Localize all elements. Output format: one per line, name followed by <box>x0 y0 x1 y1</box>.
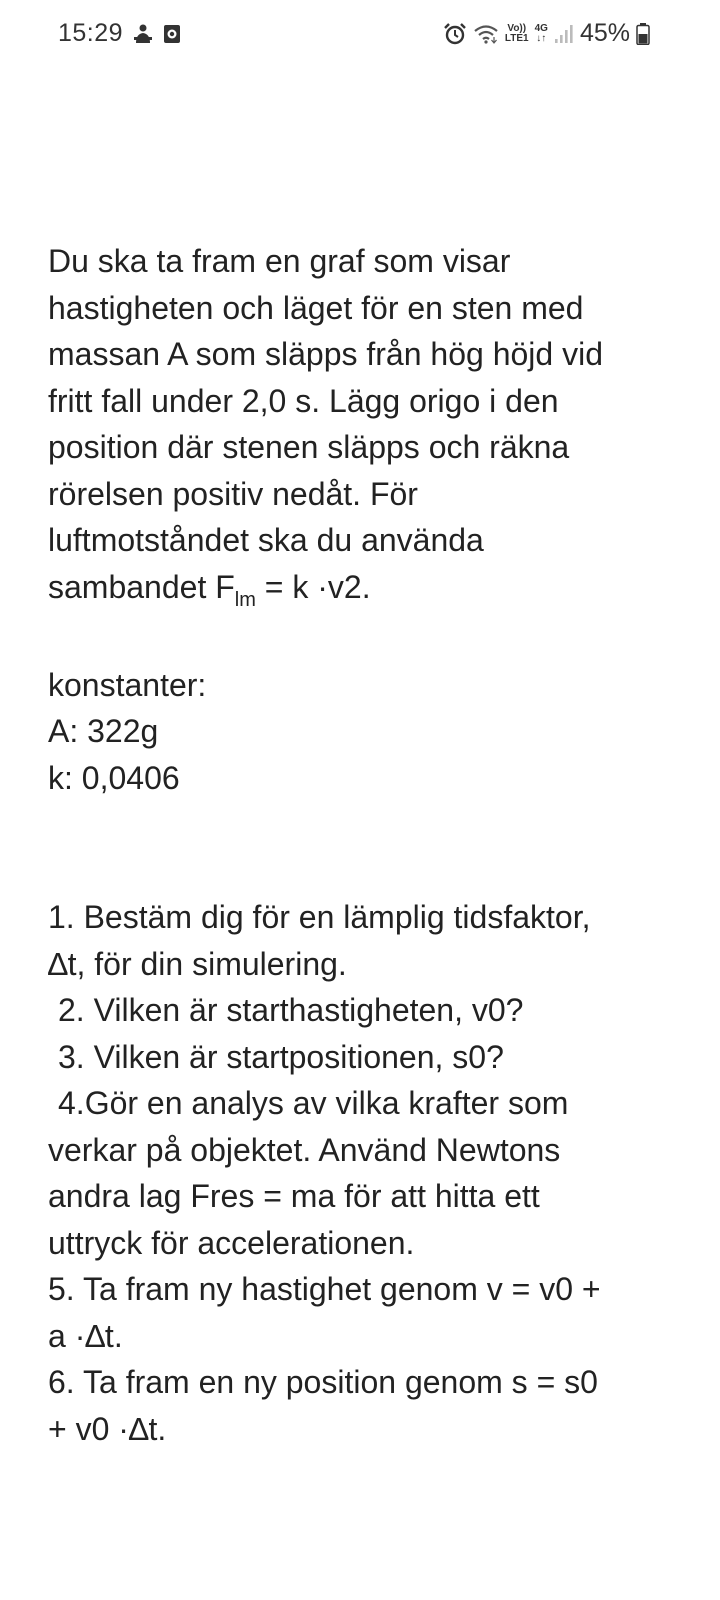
step-line: 2. Vilken är starthastigheten, v0? <box>58 992 524 1028</box>
step-line: ∆t, för din simulering. <box>48 945 347 982</box>
step-line: andra lag Fres = ma för att hitta ett <box>48 1178 540 1214</box>
intro-line: hastigheten och läget för en sten med <box>48 289 584 326</box>
intro-line: position där stenen släpps och räkna <box>48 429 570 465</box>
constants-block <box>48 662 678 802</box>
constant-k: k: 0,0406 <box>48 759 180 796</box>
step-line: 6. Ta fram en ny position genom s = s0 <box>48 1364 598 1400</box>
step-line: 1. Bestäm dig för en lämplig tidsfaktor, <box>48 899 591 935</box>
constant-mass: A: 322g <box>48 713 159 749</box>
lte-label: LTE1 <box>504 32 529 44</box>
status-time: 15:29 <box>58 19 124 47</box>
mobile-data-icon: 4G ↓↑ <box>534 22 548 44</box>
formula-suffix: = k ·v2. <box>255 568 371 605</box>
constants-heading: konstanter: <box>48 666 207 703</box>
step-line: + v0 ·∆t. <box>48 1410 167 1447</box>
formula-line <box>48 564 678 616</box>
step-line: a ·∆t. <box>48 1317 123 1354</box>
signal-icon <box>554 24 574 44</box>
intro-line: rörelsen positiv nedåt. För <box>48 475 418 512</box>
alarm-icon <box>443 22 467 46</box>
step-line: 4.Gör en analys av vilka krafter som <box>58 1085 569 1121</box>
volte-icon <box>505 24 529 44</box>
screen-record-icon <box>163 24 181 44</box>
step-line: 5. Ta fram ny hastighet genom v = v0 + <box>48 1271 601 1307</box>
formula-subscript: lm <box>234 588 256 611</box>
intro-line: massan A som släpps från hög höjd vid <box>48 336 603 372</box>
intro-line: fritt fall under 2,0 s. Lägg origo i den <box>48 382 559 419</box>
step-line: verkar på objektet. Använd Newtons <box>48 1131 561 1168</box>
problem-text <box>48 238 678 1452</box>
formula-prefix: sambandet F <box>48 568 235 605</box>
volte-label: Vo)) <box>507 22 527 34</box>
step-line: uttryck för accelerationen. <box>48 1224 415 1261</box>
net-type-label: 4G <box>534 22 548 34</box>
status-bar-right <box>443 19 650 48</box>
intro-line: luftmotståndet ska du använda <box>48 522 484 558</box>
battery-percent: 45% <box>579 19 630 47</box>
status-bar <box>0 0 720 70</box>
steps-list <box>48 894 678 1452</box>
intro-paragraph <box>48 238 678 615</box>
intro-line: Du ska ta fram en graf som visar <box>48 243 511 279</box>
wifi-icon <box>473 24 499 44</box>
battery-icon <box>636 23 650 45</box>
step-line: 3. Vilken är startpositionen, s0? <box>58 1038 504 1075</box>
status-bar-left <box>58 19 181 48</box>
notification-icon <box>133 23 153 45</box>
